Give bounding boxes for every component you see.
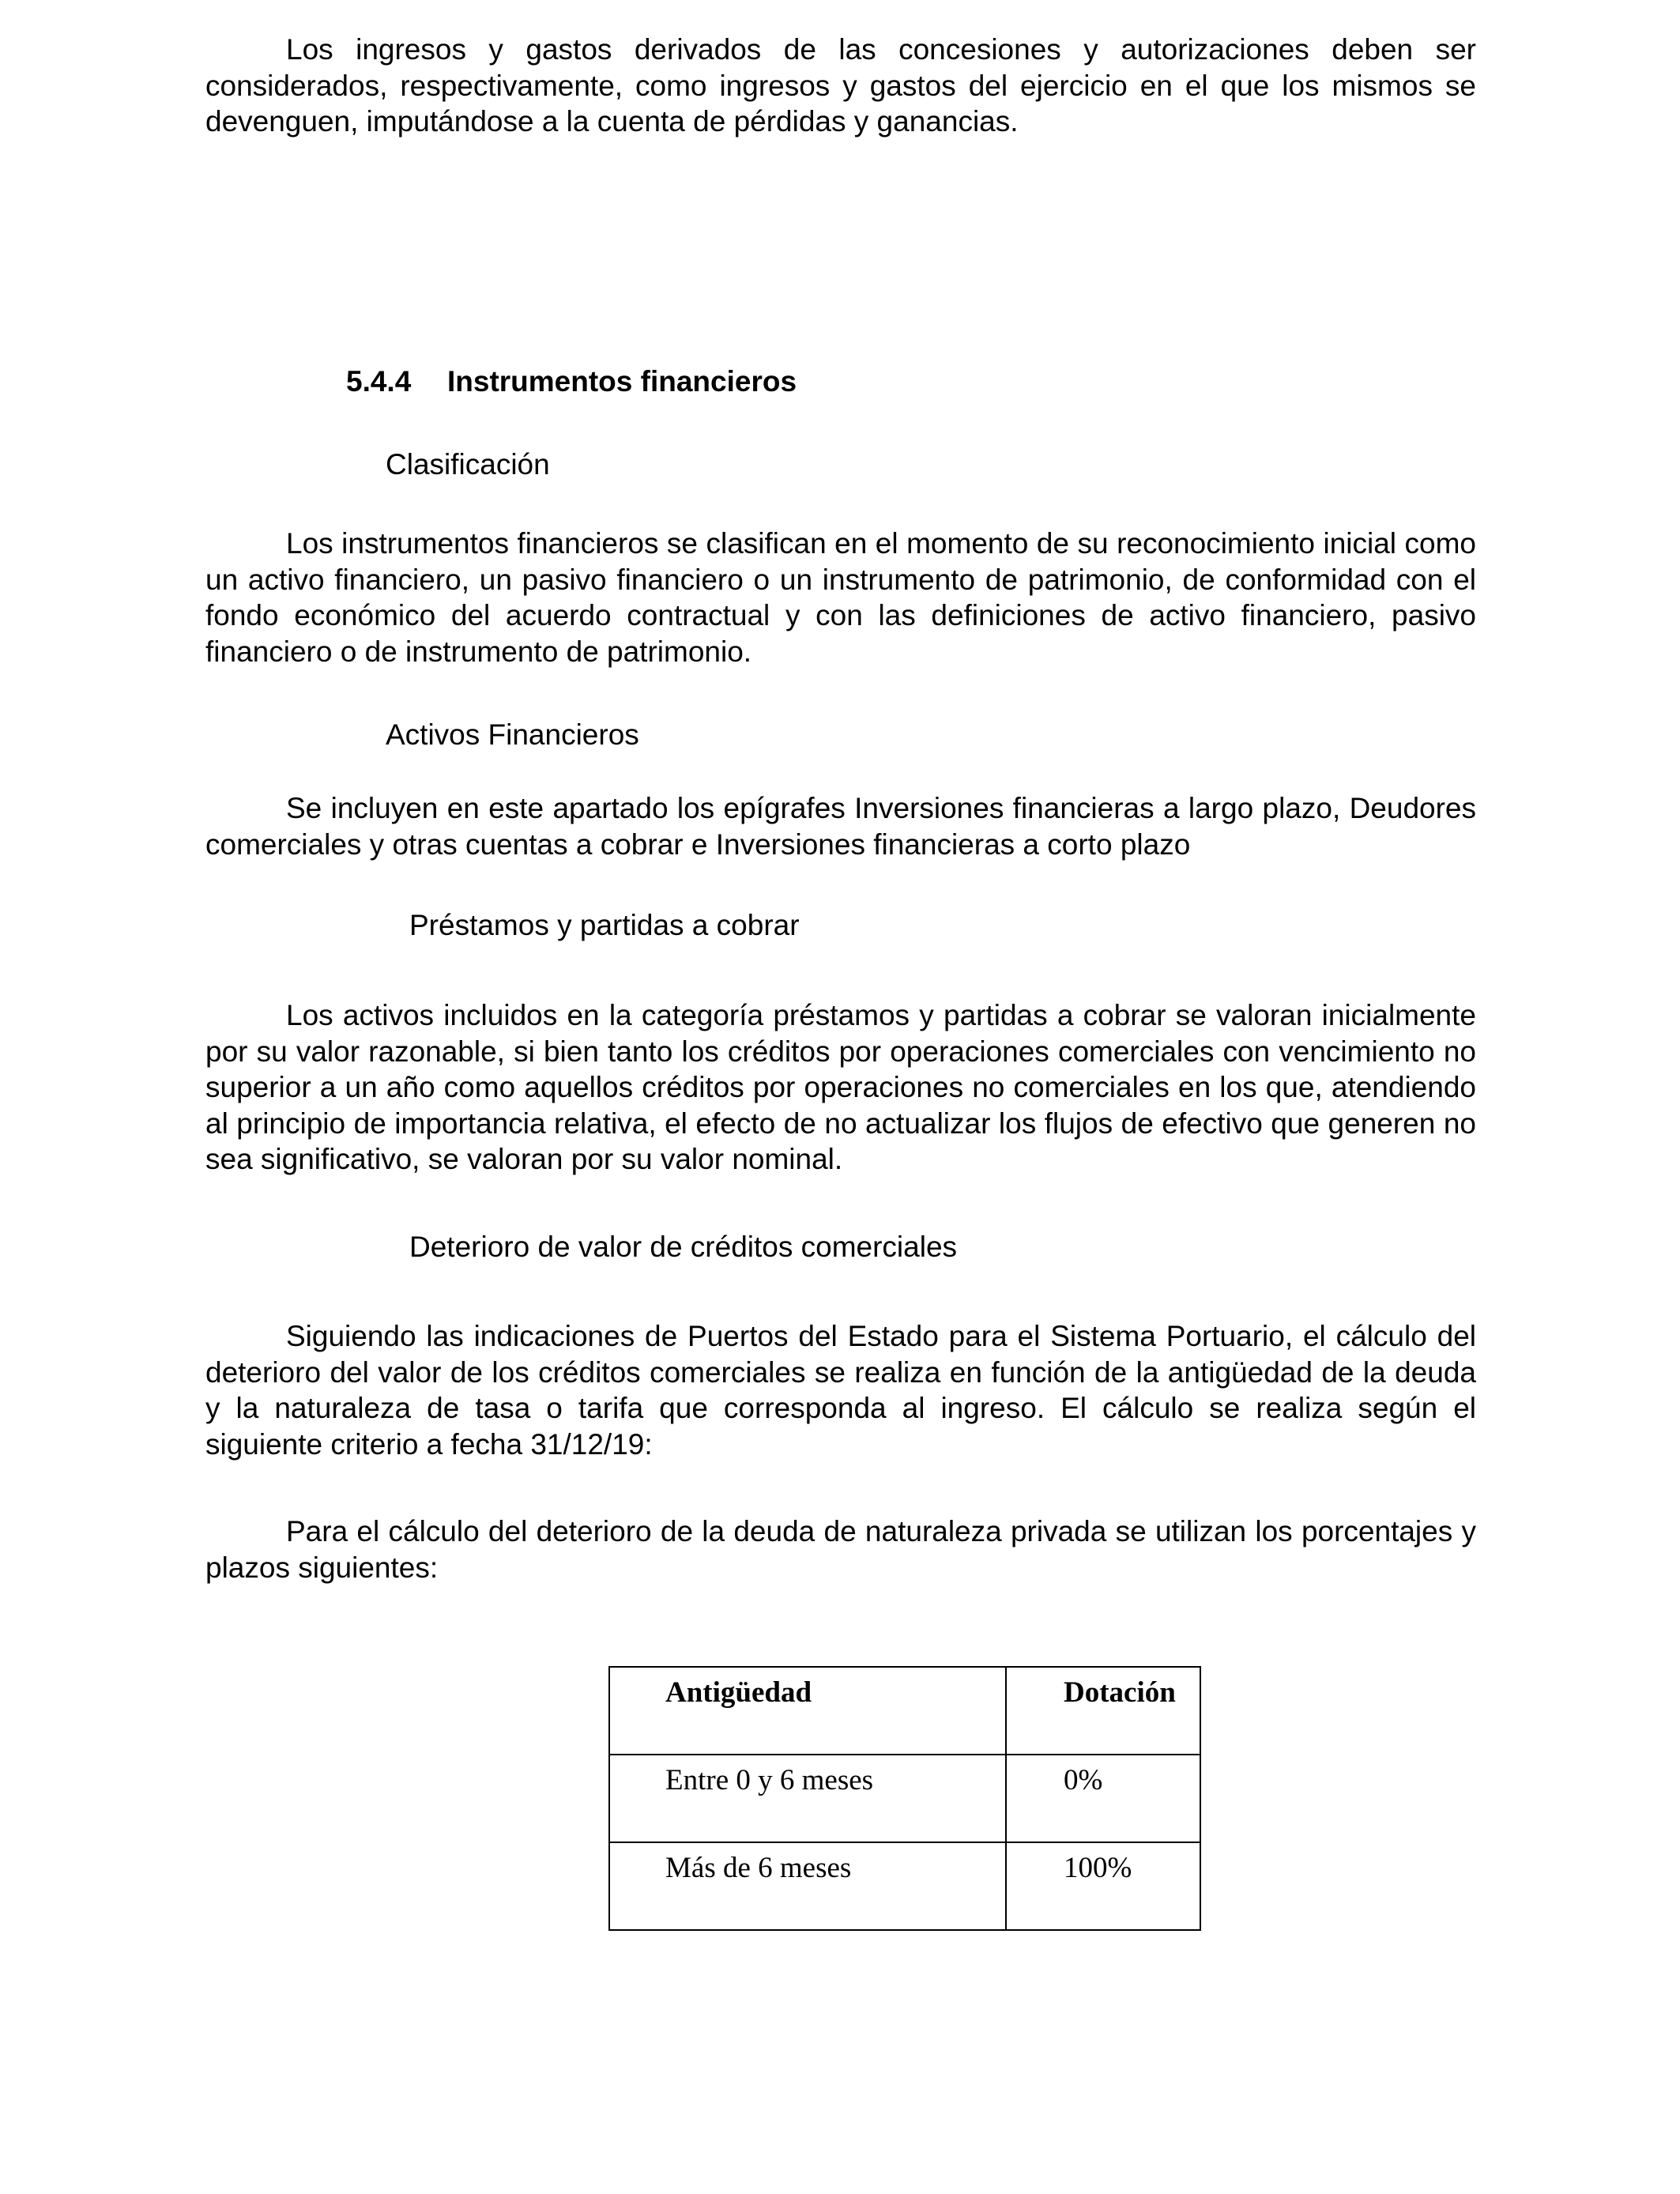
- table-row: [609, 1755, 1200, 1842]
- subheading-deterioro: Deterioro de valor de créditos comerciales: [409, 1231, 958, 1263]
- table-row: [609, 1842, 1200, 1930]
- subheading-clasificacion: Clasificación: [386, 448, 550, 481]
- header-antiguedad: Antigüedad: [609, 1667, 1006, 1755]
- section-title: Instrumentos financieros: [447, 365, 797, 398]
- paragraph-porcentajes: Para el cálculo del deterioro de la deuda de naturaleza privada se utilizan los porcentajes y plazos siguientes:: [205, 1515, 1476, 1584]
- cell-antiguedad: Más de 6 meses: [609, 1842, 1006, 1930]
- section-number: 5.4.4: [346, 365, 412, 398]
- paragraph-deterioro: Siguiendo las indicaciones de Puertos del Estado para el Sistema Portuario, el cálculo del deterioro del valor de los créditos comerciales se realiza en función de la antigüedad de la deuda y la naturaleza de tasa o tarifa que corresponda al ingreso. El cálculo se realiza según el siguiente criterio a fecha 31/12/19:: [205, 1320, 1476, 1461]
- cell-dotacion: 100%: [1006, 1842, 1200, 1930]
- header-dotacion: Dotación: [1006, 1667, 1200, 1755]
- subheading-prestamos: Préstamos y partidas a cobrar: [409, 909, 800, 941]
- dotacion-table: [608, 1666, 1201, 1931]
- cell-antiguedad: Entre 0 y 6 meses: [609, 1755, 1006, 1842]
- section-heading: [346, 364, 797, 399]
- paragraph-concesiones: Los ingresos y gastos derivados de las concesiones y autorizaciones deben ser considerados, respectivamente, como ingresos y gastos del ejercicio en el que los mismos se devenguen, imputándose a la cuenta de pérdidas y ganancias.: [205, 33, 1476, 138]
- table-header-row: [609, 1667, 1200, 1755]
- paragraph-prestamos: Los activos incluidos en la categoría préstamos y partidas a cobrar se valoran inicialmente por su valor razonable, si bien tanto los créditos por operaciones comerciales con vencimiento no superior a un año como aquellos créditos por operaciones no comerciales en los que, atendiendo al principio de importancia relativa, el efecto de no actualizar los flujos de efectivo que generen no sea significativo, se valoran por su valor nominal.: [205, 999, 1476, 1175]
- paragraph-clasificacion: Los instrumentos financieros se clasifican en el momento de su reconocimiento inicial como un activo financiero, un pasivo financiero o un instrumento de patrimonio, de conformidad con el fondo económico del acuerdo contractual y con las definiciones de activo financiero, pasivo financiero o de instrumento de patrimonio.: [205, 527, 1476, 668]
- paragraph-activos: Se incluyen en este apartado los epígrafes Inversiones financieras a largo plazo, Deudores comerciales y otras cuentas a cobrar e Inversiones financieras a corto plazo: [205, 792, 1476, 861]
- subheading-activos-financieros: Activos Financieros: [386, 718, 639, 751]
- cell-dotacion: 0%: [1006, 1755, 1200, 1842]
